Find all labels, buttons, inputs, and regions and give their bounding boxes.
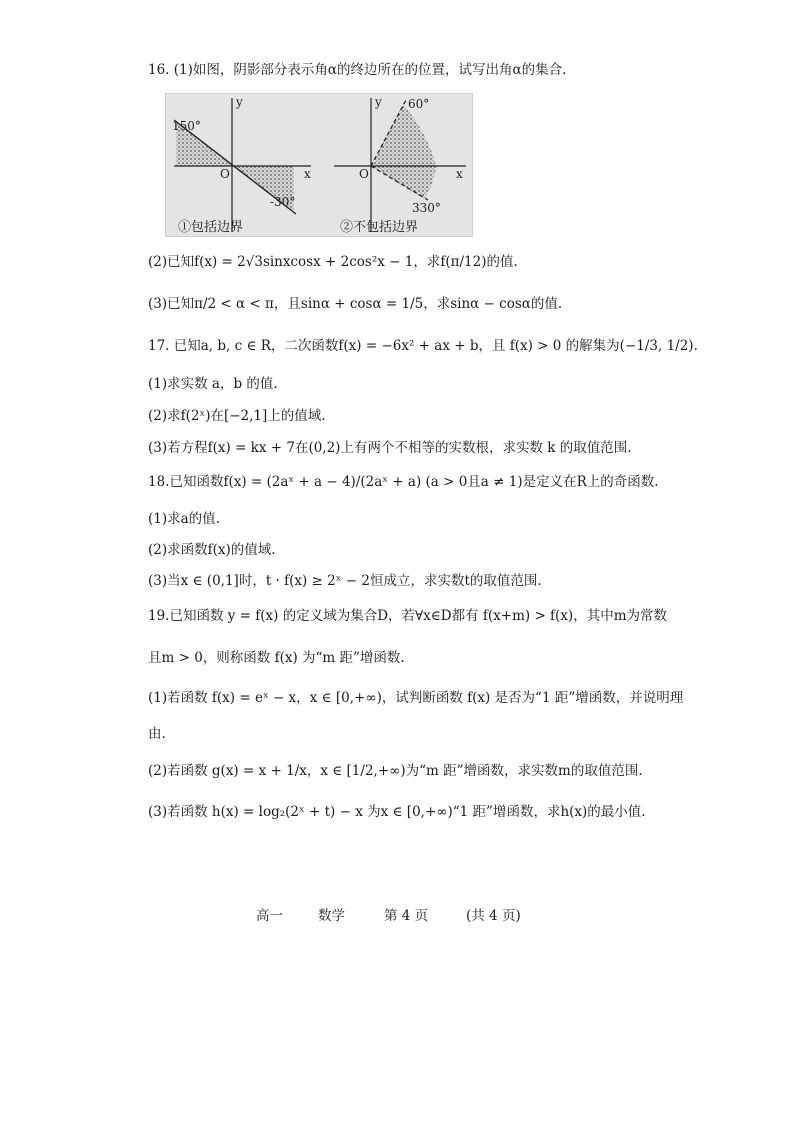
right-shade-upper xyxy=(371,104,436,166)
q19-part2: (2)若函数 g(x) = x + 1/x，x ∈ [1/2,+∞)为“m 距”增函数，求实数m的取值范围. xyxy=(148,763,643,779)
right-figure-caption: ②不包括边界 xyxy=(340,220,419,235)
left-origin-label: O xyxy=(220,167,230,181)
q16-part2: (2)已知f(x) = 2√3sinxcosx + 2cos²x − 1，求f(π/12)的值. xyxy=(148,254,518,270)
q17-part2: (2)求f(2ˣ)在[−2,1]上的值域. xyxy=(148,408,326,424)
q18-part2: (2)求函数f(x)的值域. xyxy=(148,542,276,558)
q18-part3: (3)当x ∈ (0,1]时，t · f(x) ≥ 2ˣ − 2恒成立，求实数t的取值范围. xyxy=(148,573,542,589)
q16-part3: (3)已知π/2 < α < π，且sinα + cosα = 1/5，求sinα − cosα的值. xyxy=(148,296,563,312)
footer-grade: 高一 xyxy=(256,908,283,924)
q17-part1: (1)求实数 a，b 的值. xyxy=(148,376,278,392)
right-origin-label: O xyxy=(359,167,369,181)
left-x-label: x xyxy=(304,167,311,181)
footer-total-pages: (共 4 页) xyxy=(466,908,521,924)
right-x-label: x xyxy=(456,167,463,181)
q18-part1: (1)求a的值. xyxy=(148,511,220,527)
footer-page-number: 第 4 页 xyxy=(384,908,429,924)
q19-part3: (3)若函数 h(x) = log₂(2ˣ + t) − x 为x ∈ [0,+∞)“1 距”增函数，求h(x)的最小值. xyxy=(148,804,646,820)
q17-stem: 17. 已知a, b, c ∈ R，二次函数f(x) = −6x² + ax + b，且 f(x) > 0 的解集为(−1/3, 1/2). xyxy=(148,338,698,354)
left-angle-minus30: -30° xyxy=(270,195,296,209)
left-figure-caption: ①包括边界 xyxy=(178,220,244,235)
angle-diagrams xyxy=(166,94,472,236)
right-y-label: y xyxy=(375,95,382,109)
q18-stem: 18.已知函数f(x) = (2aˣ + a − 4)/(2aˣ + a) (a > 0且a ≠ 1)是定义在R上的奇函数. xyxy=(148,474,659,490)
q17-part3: (3)若方程f(x) = kx + 7在(0,2)上有两个不相等的实数根，求实数 k 的取值范围. xyxy=(148,440,632,456)
right-shade-lower xyxy=(371,166,436,199)
q19-part1-cont: 由. xyxy=(148,726,166,742)
footer-subject: 数学 xyxy=(318,908,345,924)
left-y-label: y xyxy=(236,95,243,109)
right-angle-330: 330° xyxy=(412,201,441,215)
right-angle-60: 60° xyxy=(408,97,430,111)
q19-stem-cont: 且m > 0，则称函数 f(x) 为“m 距”增函数. xyxy=(148,650,405,666)
q19-stem: 19.已知函数 y = f(x) 的定义域为集合D，若∀x∈D都有 f(x+m) > f(x)，其中m为常数 xyxy=(148,608,668,624)
q16-stem: 16. (1)如图，阴影部分表示角α的终边所在的位置，试写出角α的集合. xyxy=(148,62,567,78)
q19-part1: (1)若函数 f(x) = eˣ − x，x ∈ [0,+∞)，试判断函数 f(x) 是否为“1 距”增函数，并说明理 xyxy=(148,690,684,706)
left-angle-150: 150° xyxy=(172,119,201,133)
